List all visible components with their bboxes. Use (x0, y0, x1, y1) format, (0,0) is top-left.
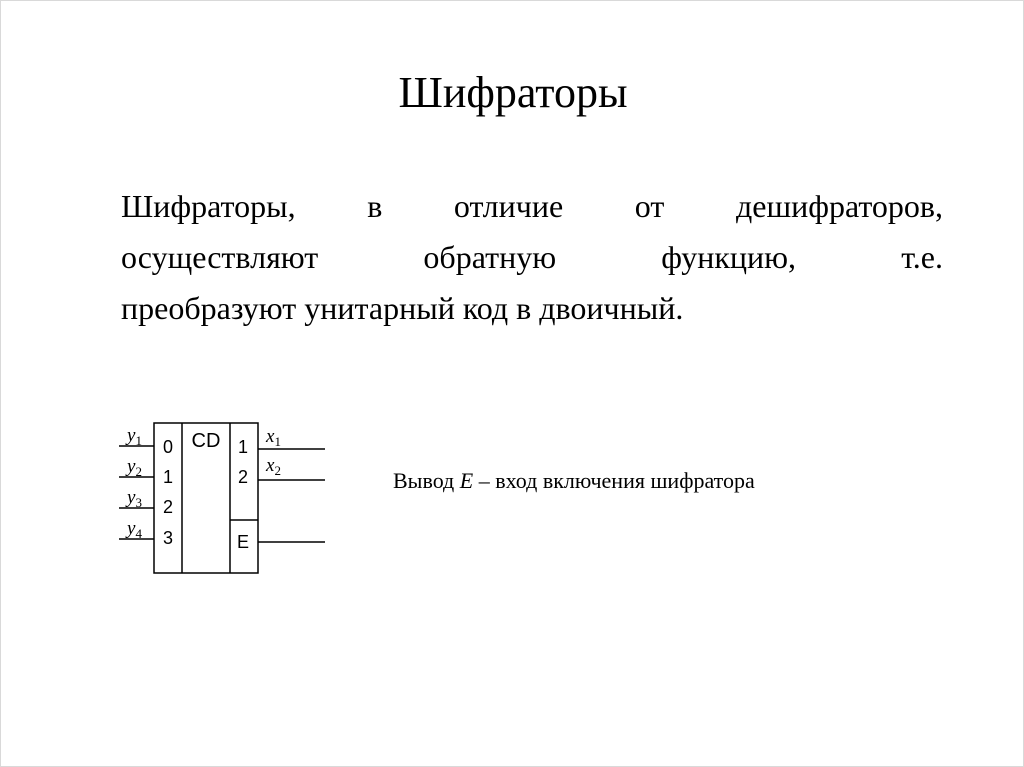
enable-caption (393, 466, 755, 496)
input-pin-1: 1 (162, 467, 174, 487)
input-pin-2: 2 (162, 497, 174, 517)
input-label-1: $y_1$ (127, 425, 142, 448)
input-pin-3: 3 (162, 528, 174, 548)
block-label: CD (191, 430, 221, 452)
caption-variable: E (459, 468, 474, 493)
slide-body-text (121, 181, 943, 334)
output-pin-1: 1 (237, 437, 249, 457)
input-label-4: $y_4$ (127, 518, 142, 541)
encoder-diagram (101, 411, 341, 581)
body-line-1: Шифраторы, в отличие от дешифраторов, (121, 188, 943, 224)
input-pin-0: 0 (162, 437, 174, 457)
slide-title: Шифраторы (398, 68, 628, 117)
output-label-2: $x_2$ (266, 455, 281, 478)
caption-suffix: – вход включения шифратора (473, 468, 755, 493)
output-pin-2: 2 (237, 467, 249, 487)
input-label-2: $y_2$ (127, 456, 142, 479)
output-label-1: $x_1$ (266, 426, 281, 449)
body-line-3: преобразуют унитарный код в двоичный. (121, 290, 684, 326)
enable-pin: E (236, 532, 250, 552)
input-label-3: $y_3$ (127, 487, 142, 510)
caption-prefix: Вывод (393, 468, 460, 493)
body-line-2: осуществляют обратную функцию, т.е. (121, 239, 943, 275)
